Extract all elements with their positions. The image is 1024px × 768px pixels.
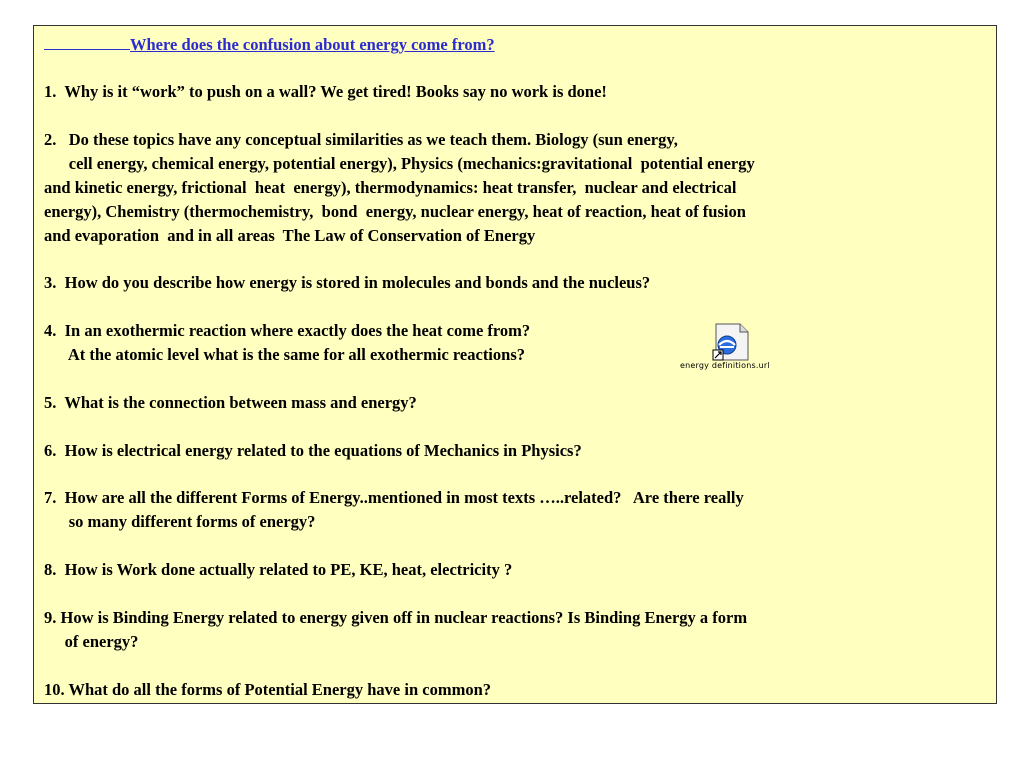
question-4-line-2: At the atomic level what is the same for all exothermic reactions?	[44, 345, 525, 364]
question-1: 1. Why is it “work” to push on a wall? We get tired! Books say no work is done!	[44, 82, 607, 101]
question-2-line-5: and evaporation and in all areas The Law of Conservation of Energy	[44, 226, 536, 245]
question-2-line-3: and kinetic energy, frictional heat energy), thermodynamics: heat transfer, nuclear and electrical	[44, 178, 737, 197]
question-6: 6. How is electrical energy related to the equations of Mechanics in Physics?	[44, 441, 582, 460]
question-8: 8. How is Work done actually related to PE, KE, heat, electricity ?	[44, 560, 513, 579]
question-10: 10. What do all the forms of Potential Energy have in common?	[44, 680, 492, 699]
internet-shortcut-icon[interactable]	[710, 323, 750, 361]
question-7-line-2: so many different forms of energy?	[44, 512, 316, 531]
question-4-line-1: 4. In an exothermic reaction where exactly does the heat come from?	[44, 321, 531, 340]
question-5: 5. What is the connection between mass and energy?	[44, 393, 417, 412]
question-9-line-1: 9. How is Binding Energy related to energy given off in nuclear reactions? Is Binding Energy a form	[44, 608, 748, 627]
title-text: Where does the confusion about energy come from?	[130, 35, 495, 54]
page-title	[44, 35, 495, 55]
question-2-line-4: energy), Chemistry (thermochemistry, bond energy, nuclear energy, heat of reaction, heat of fusion	[44, 202, 746, 221]
question-2-line-1: 2. Do these topics have any conceptual similarities as we teach them. Biology (sun energy,	[44, 130, 678, 149]
question-9-line-2: of energy?	[44, 632, 139, 651]
question-7-line-1: 7. How are all the different Forms of Energy..mentioned in most texts …..related? Are there really	[44, 488, 744, 507]
attachment-filename[interactable]: energy definitions.url	[680, 361, 770, 370]
question-2-line-2: cell energy, chemical energy, potential energy), Physics (mechanics:gravitational potential energy	[44, 154, 755, 173]
title-underline-spacer	[44, 35, 130, 50]
question-3: 3. How do you describe how energy is stored in molecules and bonds and the nucleus?	[44, 273, 651, 292]
